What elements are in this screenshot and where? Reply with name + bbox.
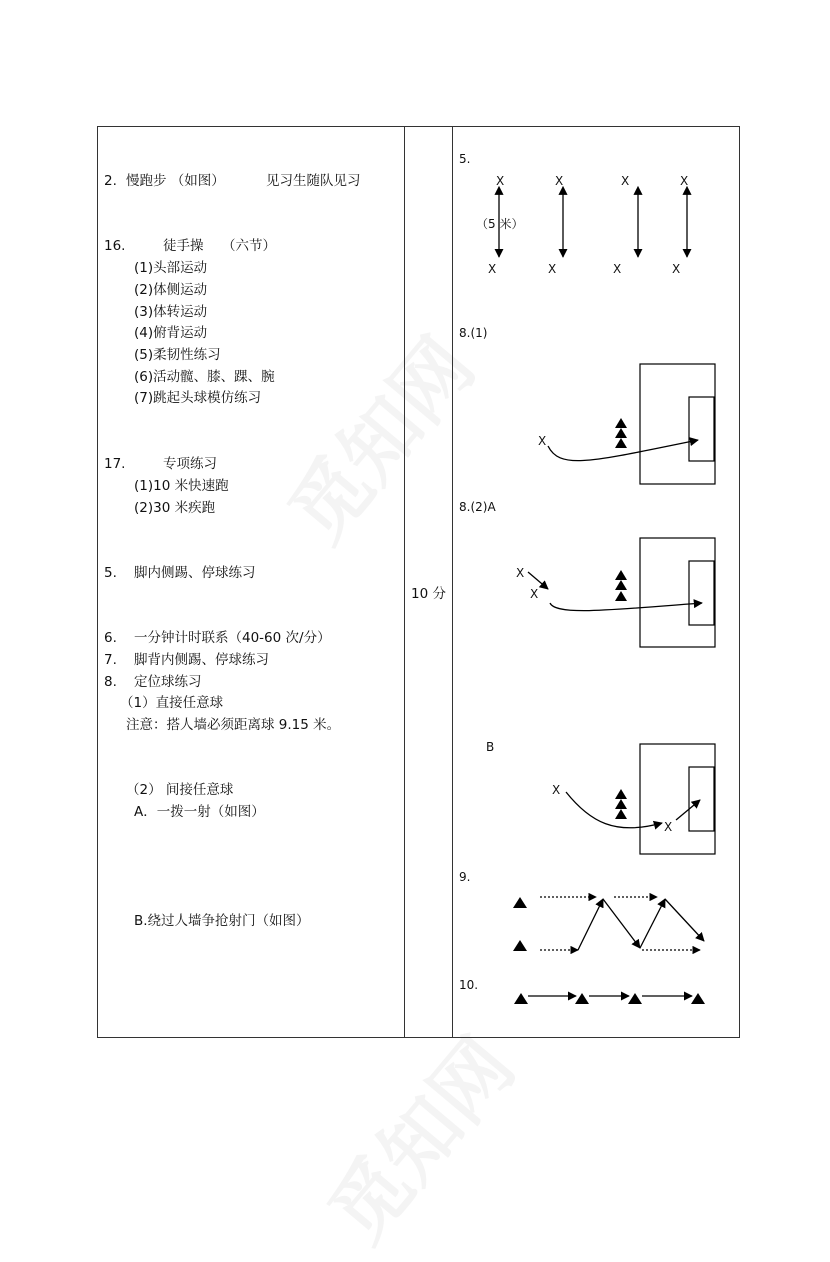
cone-marker: [691, 993, 705, 1004]
ball-path: [566, 792, 662, 828]
item-16-section: (6)活动髋、膝、踝、腕: [134, 369, 275, 385]
item-5-text: 脚内侧踢、停球练习: [134, 565, 256, 581]
item-16-number: 16.: [104, 238, 126, 254]
player-x-marker: X: [548, 262, 557, 276]
figure-10-label: 10.: [459, 978, 479, 992]
item-17-number: 17.: [104, 456, 126, 472]
player-x-marker: X: [621, 174, 630, 188]
cone-marker: [513, 897, 527, 908]
distance-label: （5 米）: [476, 217, 524, 231]
indirect-free-kick-a: A．一拨一射（如图）: [134, 804, 265, 820]
item-17-section: (2)30 米疾跑: [134, 500, 216, 516]
penalty-area: [640, 364, 715, 484]
player-x-marker: X: [672, 262, 681, 276]
item-8-number: 8.: [104, 674, 117, 690]
player-x-marker: X: [488, 262, 497, 276]
item-7-number: 7.: [104, 652, 117, 668]
item-17-section: (1)10 米快速跑: [134, 478, 229, 494]
item-16-section: (7)跳起头球模仿练习: [134, 390, 262, 406]
figure-5-label: 5.: [459, 152, 471, 166]
item-16-section: (1)头部运动: [134, 260, 208, 276]
indirect-free-kick-b: B.绕过人墙争抢射门（如图）: [134, 913, 310, 929]
player-x-marker: X: [664, 820, 673, 834]
item-8-text: 定位球练习: [134, 674, 202, 690]
player-x-marker: X: [680, 174, 689, 188]
cone-marker: [514, 993, 528, 1004]
item-6-text: 一分钟计时联系（40-60 次/分）: [134, 630, 331, 646]
shot-arrow: [676, 800, 700, 820]
item-5-number: 5.: [104, 565, 117, 581]
time-allocation: 10 分: [411, 586, 446, 602]
cone-marker: [513, 940, 527, 951]
penalty-area: [640, 538, 715, 647]
figure-8-1-label: 8.(1): [459, 326, 488, 340]
direct-free-kick-label: （1）直接任意球: [120, 695, 224, 711]
item-17-title: 专项练习: [163, 456, 217, 472]
player-x-marker: X: [530, 587, 539, 601]
run-path: [603, 899, 640, 948]
direct-free-kick-note: 注意：搭人墙必须距离球 9.15 米。: [126, 717, 341, 733]
figure-8-2a-label: 8.(2)A: [459, 500, 496, 514]
run-path: [640, 899, 665, 948]
goal-area: [689, 767, 714, 831]
item-2-number: 2.: [104, 173, 117, 189]
item-16-title: 徒手操: [163, 238, 204, 254]
cone-marker: [628, 993, 642, 1004]
figure-9-label: 9.: [459, 870, 471, 884]
player-x-marker: X: [555, 174, 564, 188]
item-16-sub: （六节）: [222, 238, 276, 254]
penalty-area: [640, 744, 715, 854]
cone-marker: [575, 993, 589, 1004]
item-2-text: 慢跑步 （如图）: [126, 173, 225, 189]
item-7-text: 脚背内侧踢、停球练习: [134, 652, 269, 668]
item-16-section: (5)柔韧性练习: [134, 347, 221, 363]
indirect-free-kick-label: （2） 间接任意球: [126, 782, 234, 798]
goal-area: [689, 397, 714, 461]
item-16-section: (3)体转运动: [134, 304, 208, 320]
defender-wall: [615, 570, 627, 601]
item-2-note: 见习生随队见习: [266, 173, 361, 189]
item-6-number: 6.: [104, 630, 117, 646]
pass-arrow: [528, 572, 548, 589]
run-path: [665, 899, 704, 941]
item-16-section: (2)体侧运动: [134, 282, 208, 298]
player-x-marker: X: [613, 262, 622, 276]
player-x-marker: X: [496, 174, 505, 188]
player-x-marker: X: [538, 434, 547, 448]
player-x-marker: X: [516, 566, 525, 580]
defender-wall: [615, 789, 627, 819]
item-16-section: (4)俯背运动: [134, 325, 208, 341]
run-path: [578, 899, 603, 950]
goal-area: [689, 561, 714, 625]
defender-wall: [615, 418, 627, 448]
ball-path: [550, 603, 702, 611]
player-x-marker: X: [552, 783, 561, 797]
figure-8-2b-label: B: [486, 740, 495, 754]
